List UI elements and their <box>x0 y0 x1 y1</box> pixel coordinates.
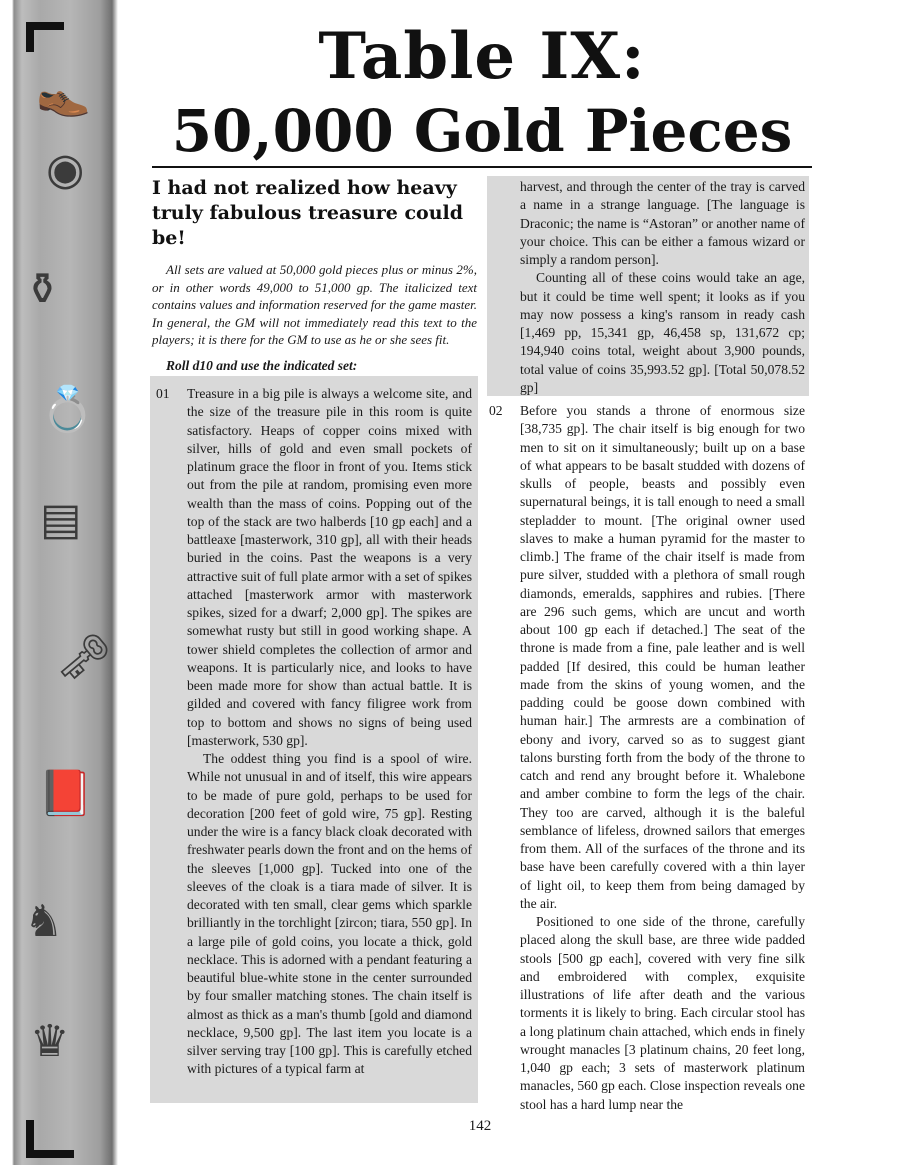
page-number: 142 <box>468 1118 492 1134</box>
entry-number: 01 <box>156 386 170 401</box>
entry-02-text <box>520 402 805 1114</box>
section-heading: I had not realized how heavy truly fabulous treasure could be! <box>152 177 464 249</box>
title-rule <box>152 166 812 168</box>
entry-paragraph: Counting all of these coins would take an age, but it could be time well spent; it looks as if you may now possess a king's ransom in ready cash [1,469 pp, 15,341 gp, 46,458 sp, 131,672 cp; 194,940 coins total, weight about 3,900 pounds, total value of coins 35,993.52 gp]. [Total 50,078.52 gp] <box>520 270 805 395</box>
ring-icon: 💍 <box>40 384 95 435</box>
entry-paragraph: Before you stands a throne of enormous size [38,735 gp]. The chair itself is big enough for two men to sit on it simultaneously; built up on a base of what appears to be basalt studded with dozens of skulls of people, beasts and possibly even supernatural beings, it is tall enough to need a small stepladder to mount. [The original owner used slaves to make a human pyramid for the master to climb.] The frame of the chair itself is made from pure silver, studded with a plethora of small rough diamonds, emeralds, sapphires and rubies. [There are 296 such gems, which are uncut and worth about 100 gp each if detached.] The seat of the throne is made from a fine, pale leather and is well padded [If desired, this could be human leather made from the skins of young women, and the padding could be goose down combined with human hair.] The armrests are a combination of ebony and ivory, carved so as to suggest giant talons bursting forth from the body of the throne to catch and rend any brought before it. Whalebone and amber combine to form the legs of the chair. They too are carved, although it is the baleful semblance of lifeless, drowned sailors that emerges from them. All of the surfaces of the throne and its base have been carefully covered with a thin layer of light oil, to keep them from being damaged by the air. <box>520 403 805 911</box>
entry-paragraph: harvest, and through the center of the tray is carved a name in a strange language. [The language is Draconic; the name is “Astoran” or another name of your choice. This can be either a famous wizard or simply a random person]. <box>520 179 805 267</box>
border-frame-top <box>26 22 64 52</box>
eagle-medallion-icon: ◉ <box>46 144 85 195</box>
shoe-icon: 👞 <box>36 68 91 119</box>
key-icon: 🗝 <box>56 632 112 683</box>
page-title <box>152 20 812 168</box>
title-line-2: 50,000 Gold Pieces <box>171 97 793 165</box>
entry-01-text <box>187 385 472 1079</box>
urn-icon: ⚱ <box>24 264 61 315</box>
griffin-icon: ♞ <box>24 896 64 947</box>
roll-instruction: Roll d10 and use the indicated set: <box>166 357 358 373</box>
entry-number: 02 <box>489 403 503 418</box>
entry-paragraph: Positioned to one side of the throne, carefully placed along the skull base, are three wide padded stools [500 gp each], covered with very fine silk and embroidered with complex, exquisite illustrations of life after death and the various torments it is likely to bring. Each circular stool has a long platinum chain attached, which ends in finely wrought manacles [3 platinum chains, 20 feet long, 1,040 gp each; 3 sets of masterwork platinum manacles, 560 gp each. Close inspection reveals one stool has a hard lump near the <box>520 914 805 1112</box>
decorative-border <box>0 0 128 1165</box>
intro-section <box>152 176 477 374</box>
treasure-pile-icon: ♛ <box>30 1016 70 1067</box>
book-icon: 📕 <box>38 768 93 819</box>
entry-01-continuation <box>520 178 805 397</box>
intro-text: All sets are valued at 50,000 gold pieces plus or minus 2%, or in other words 49,000 to 51,000 gp. The italicized text contains values and information reserved for the game master. In general, the GM will not immediately read this text to the players; it is there for the GM to use as he or she sees fit. <box>152 262 477 347</box>
entry-paragraph: Treasure in a big pile is always a welcome site, and the size of the treasure pile in this room is quite satisfactory. Heaps of copper coins mixed with silver, hills of gold and even small pockets of platinum grace the floor in front of you. Items stick out from the pile at random, promising even more wealth than the mass of coins. Popping out of the top of the stack are two halberds [10 gp each] and a battleaxe [masterwork, 310 gp], all with their heads buried in the coins. Past the weapons is a very attractive suit of full plate armor with a set of spikes attached [masterwork armor with masterwork spikes, sized for a dwarf; 2,000 gp]. The spikes are somewhat rusty but still in good working shape. A tower shield completes the collection of armor and weapons. It is particularly nice, and looks to have been made more for show than actual battle. It is gilded and covered with fancy filigree work from top to bottom and shows no signs of being used [masterwork, 530 gp]. <box>187 386 472 748</box>
chest-icon: ▤ <box>40 494 82 545</box>
entry-paragraph: The oddest thing you find is a spool of wire. While not unusual in and of itself, this wire appears to be made of pure gold, perhaps to be used for decoration [200 feet of gold wire, 75 gp]. Resting under the wire is a fancy black cloak decorated with freshwater pearls down the front and on the hems of the sleeves [1,000 gp]. Tucked into one of the sleeves of the cloak is a tiara made of silver. It is decorated with ten small, clear gems which sparkle brilliantly in the torchlight [zircon; tiara, 550 gp]. In a large pile of gold coins, you locate a thick, gold necklace. This is adorned with a pendant featuring a beautiful blue-white stone in the center surrounded by four smaller matching stones. The chain itself is almost as thick as a man's thumb [gold and diamond necklace, 9,500 gp]. The last item you locate is a silver serving tray [100 gp]. This is carefully etched with pictures of a typical farm at <box>187 751 472 1077</box>
title-line-1: Table IX: <box>318 19 646 94</box>
